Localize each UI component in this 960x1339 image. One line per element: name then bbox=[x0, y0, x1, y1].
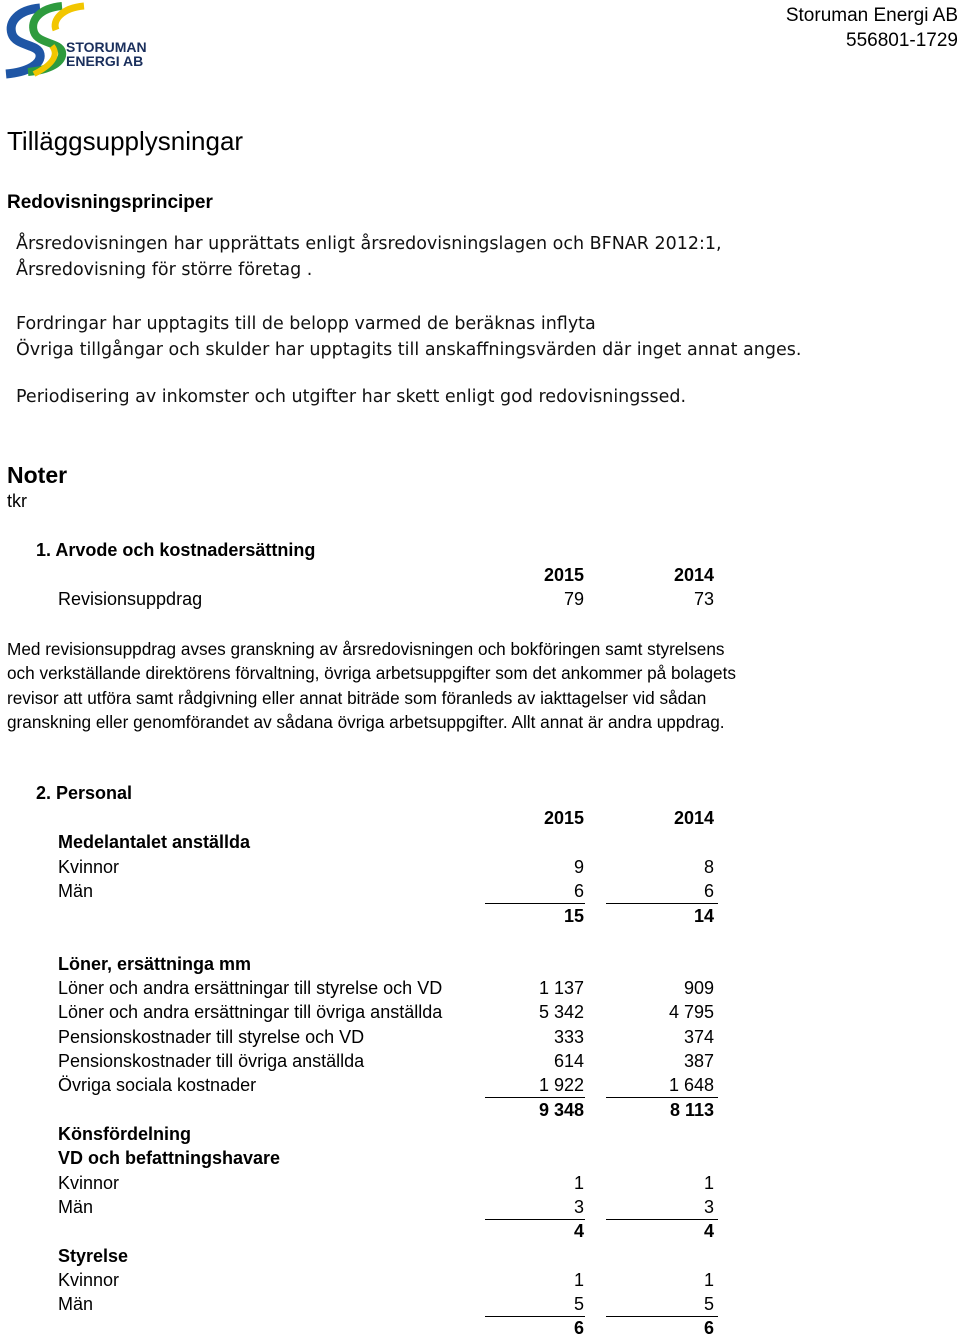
board-total-2015: 6 bbox=[573, 1318, 584, 1338]
table-cell-2015: 1 137 bbox=[538, 978, 584, 998]
table-cell-2015: 333 bbox=[553, 1027, 584, 1047]
table-cell-2015: 6 bbox=[573, 881, 584, 901]
table-row-label: Kvinnor bbox=[58, 857, 120, 877]
principles-line-5: Periodisering av inkomster och utgifter har skett enligt god redovisningssed. bbox=[16, 387, 687, 407]
total-rule bbox=[606, 1316, 718, 1317]
principles-line-3: Fordringar har upptagits till de belopp varmed de beräknas inflyta bbox=[16, 314, 596, 334]
avg-employees-heading: Medelantalet anställda bbox=[58, 832, 251, 852]
note-1-year-2015: 2015 bbox=[543, 565, 584, 585]
total-rule bbox=[606, 903, 718, 904]
note-2-title: 2. Personal bbox=[36, 783, 133, 803]
table-cell-2015: 614 bbox=[553, 1051, 584, 1071]
vd-heading: VD och befattningshavare bbox=[58, 1148, 281, 1168]
table-cell-2015: 1 bbox=[573, 1270, 584, 1290]
total-rule bbox=[485, 1097, 585, 1098]
table-cell-2014: 1 648 bbox=[668, 1075, 714, 1095]
table-row-label: Pensionskostnader till övriga anställda bbox=[58, 1051, 365, 1071]
table-cell-2015: 9 bbox=[573, 857, 584, 877]
table-row-label: Pensionskostnader till styrelse och VD bbox=[58, 1027, 365, 1047]
table-row-label: Övriga sociala kostnader bbox=[58, 1075, 257, 1095]
note-1-row-value-2014: 73 bbox=[693, 589, 714, 609]
table-row-label: Löner och andra ersättningar till styrelse och VD bbox=[58, 978, 443, 998]
note-2-year-2015: 2015 bbox=[543, 808, 584, 828]
note-1-paragraph bbox=[7, 637, 957, 734]
table-cell-2015: 5 bbox=[573, 1294, 584, 1314]
table-cell-2014: 5 bbox=[703, 1294, 714, 1314]
table-row-label: Män bbox=[58, 1197, 94, 1217]
principles-heading: Redovisningsprinciper bbox=[7, 192, 213, 213]
total-rule bbox=[606, 1097, 718, 1098]
table-cell-2014: 4 795 bbox=[668, 1002, 714, 1022]
salary-heading: Löner, ersättninga mm bbox=[58, 954, 252, 974]
salary-total-2014: 8 113 bbox=[669, 1100, 714, 1120]
total-rule bbox=[485, 1316, 585, 1317]
table-cell-2014: 909 bbox=[683, 978, 714, 998]
table-cell-2014: 387 bbox=[683, 1051, 714, 1071]
note-1-row-value-2015: 79 bbox=[563, 589, 584, 609]
table-row-label: Män bbox=[58, 881, 94, 901]
table-cell-2015: 5 342 bbox=[538, 1002, 584, 1022]
page-title: Tilläggsupplysningar bbox=[7, 126, 244, 156]
table-row-label: Löner och andra ersättningar till övriga anställda bbox=[58, 1002, 443, 1022]
principles-line-1: Årsredovisningen har upprättats enligt årsredovisningslagen och BFNAR 2012:1, bbox=[16, 234, 722, 254]
principles-line-4: Övriga tillgångar och skulder har upptagits till anskaffningsvärden där inget annat anges. bbox=[16, 340, 802, 360]
unit-label: tkr bbox=[7, 491, 27, 511]
org-number: 556801-1729 bbox=[846, 30, 958, 51]
table-cell-2014: 3 bbox=[703, 1197, 714, 1217]
table-cell-2014: 1 bbox=[703, 1173, 714, 1193]
total-rule bbox=[485, 1219, 585, 1220]
avg-total-2015: 15 bbox=[563, 906, 584, 926]
gender-heading: Könsfördelning bbox=[58, 1124, 191, 1144]
table-cell-2014: 8 bbox=[703, 857, 714, 877]
note-1-paragraph-line: Med revisionsuppdrag avses granskning av årsredovisningen och bokföringen samt styrelsens bbox=[7, 639, 725, 659]
table-cell-2015: 1 922 bbox=[538, 1075, 584, 1095]
notes-heading: Noter bbox=[7, 462, 68, 488]
principles-line-2: Årsredovisning för större företag . bbox=[16, 260, 313, 280]
company-name: Storuman Energi AB bbox=[785, 5, 958, 26]
board-heading: Styrelse bbox=[58, 1246, 129, 1266]
avg-total-2014: 14 bbox=[693, 906, 714, 926]
note-2-year-2014: 2014 bbox=[673, 808, 714, 828]
table-cell-2014: 6 bbox=[703, 881, 714, 901]
company-logo bbox=[0, 0, 170, 84]
table-row-label: Män bbox=[58, 1294, 94, 1314]
board-total-2014: 6 bbox=[703, 1318, 714, 1338]
vd-total-2014: 4 bbox=[703, 1221, 714, 1241]
svg-text:STORUMAN: STORUMAN bbox=[66, 39, 147, 55]
salary-total-2015: 9 348 bbox=[538, 1100, 584, 1120]
company-info bbox=[786, 3, 958, 53]
note-1-row-label: Revisionsuppdrag bbox=[58, 589, 203, 609]
total-rule bbox=[606, 1219, 718, 1220]
table-row-label: Kvinnor bbox=[58, 1173, 120, 1193]
table-cell-2015: 3 bbox=[573, 1197, 584, 1217]
note-1-paragraph-line: och verkställande direktörens förvaltning, övriga arbetsuppgifter som det ankommer på bolagets bbox=[7, 663, 736, 684]
note-1-year-2014: 2014 bbox=[673, 565, 714, 585]
table-row-label: Kvinnor bbox=[58, 1270, 120, 1290]
svg-text:ENERGI AB: ENERGI AB bbox=[66, 53, 144, 69]
note-1-title: 1. Arvode och kostnadersättning bbox=[36, 540, 316, 560]
logo-mark-icon bbox=[0, 0, 170, 84]
note-1-paragraph-line: revisor att utföra samt rådgivning eller annat biträde som föranleds av iakttagelser vid sådan bbox=[7, 687, 707, 708]
total-rule bbox=[485, 903, 585, 904]
vd-total-2015: 4 bbox=[573, 1221, 584, 1241]
table-cell-2015: 1 bbox=[573, 1173, 584, 1193]
note-1-paragraph-line: granskning eller genomförandet av sådana övriga arbetsuppgifter. Allt annat är andra uppdrag. bbox=[7, 711, 725, 732]
table-cell-2014: 374 bbox=[683, 1027, 714, 1047]
table-cell-2014: 1 bbox=[703, 1270, 714, 1290]
